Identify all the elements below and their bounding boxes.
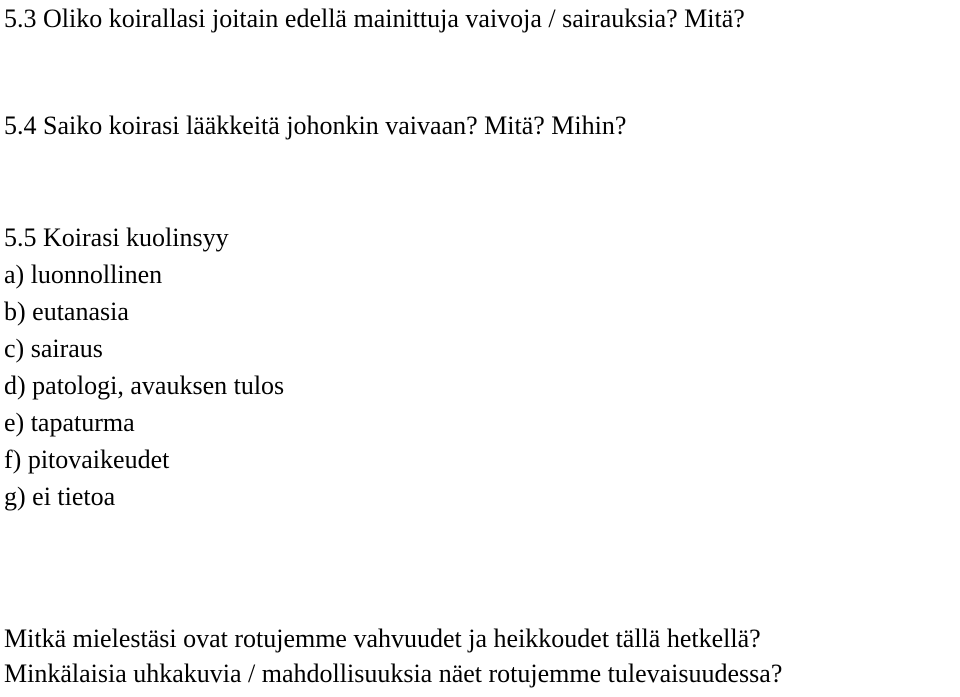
closing-question-strengths: Mitkä mielestäsi ovat rotujemme vahvuudet ja heikkoudet tällä hetkellä? — [4, 624, 761, 653]
option-d: d) patologi, avauksen tulos — [4, 371, 285, 400]
option-b: b) eutanasia — [4, 297, 129, 326]
option-c: c) sairaus — [4, 334, 103, 363]
closing-question-threats: Minkälaisia uhkakuvia / mahdollisuuksia näet rotujemme tulevaisuudessa? — [4, 659, 783, 688]
question-5-5-title: 5.5 Koirasi kuolinsyy — [4, 223, 229, 252]
option-g: g) ei tietoa — [4, 482, 116, 511]
option-e: e) tapaturma — [4, 408, 135, 437]
question-5-3: 5.3 Oliko koirallasi joitain edellä mainittuja vaivoja / sairauksia? Mitä? — [4, 4, 745, 33]
option-f: f) pitovaikeudet — [4, 445, 170, 474]
option-a: a) luonnollinen — [4, 260, 163, 289]
question-5-4: 5.4 Saiko koirasi lääkkeitä johonkin vaivaan? Mitä? Mihin? — [4, 111, 627, 140]
